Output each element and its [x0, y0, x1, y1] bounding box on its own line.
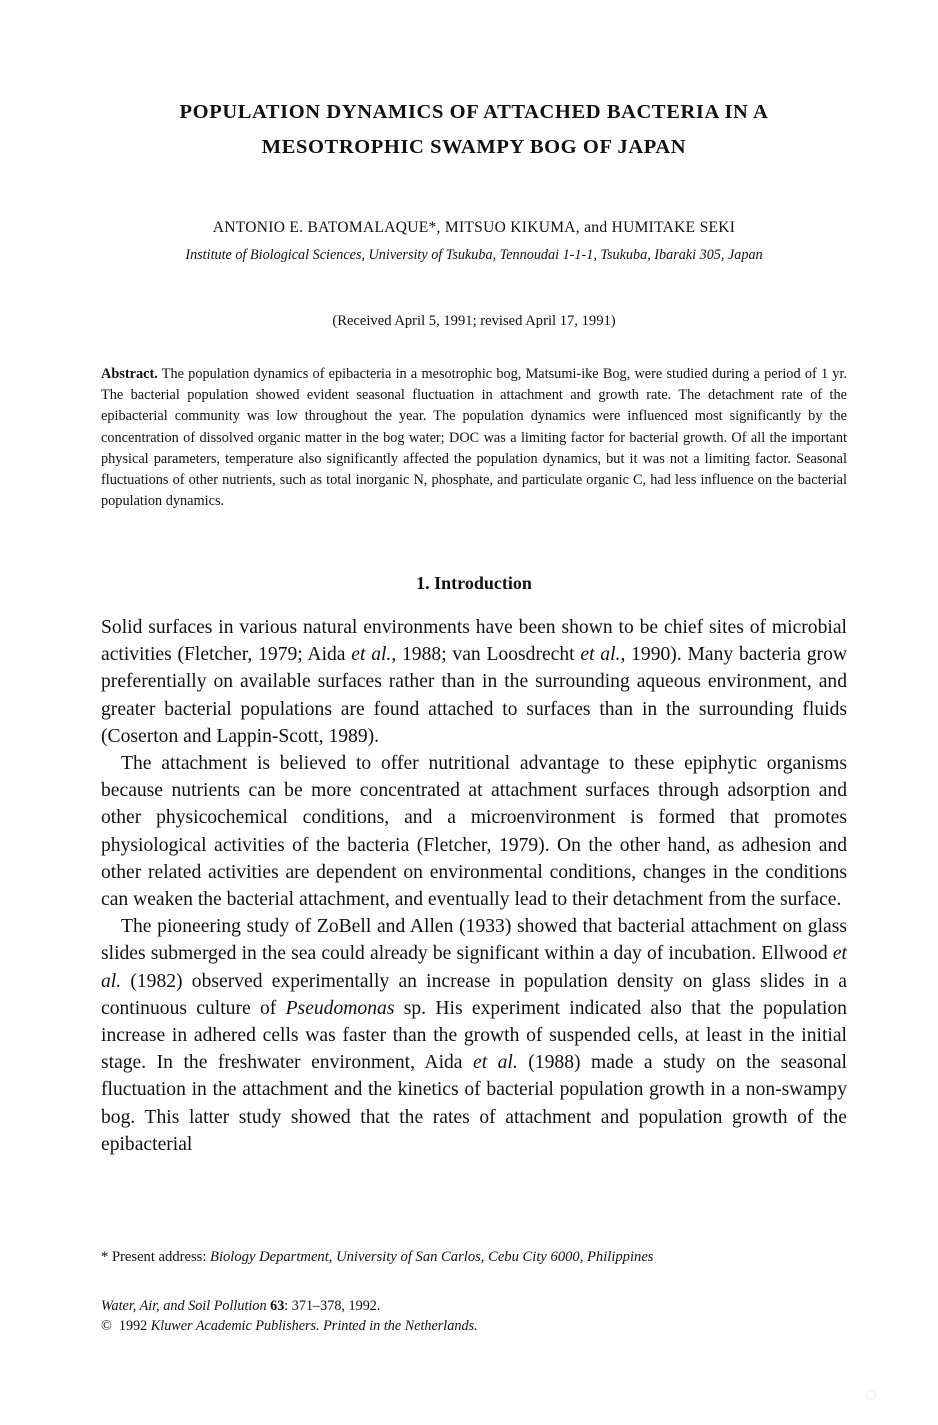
author-list: ANTONIO E. BATOMALAQUE*, MITSUO KIKUMA, and HUMITAKE SEKI [212, 219, 736, 236]
text-run: (1988) made a study on the seasonal fluctuation in the attachment and the kinetics of bacterial population growth in a non-swampy bog. This latter study showed that the rates of attachment and population growth of the epibacterial [101, 1052, 847, 1155]
text-run: (1982) observed experimentally an increase in population density on glass slides in a continuous culture of [101, 970, 847, 1019]
footnote-label: Present address: [108, 1249, 211, 1265]
citation-et-al: et al. [580, 644, 621, 666]
journal-volume: 63 [270, 1298, 285, 1314]
copyright-icon: © [101, 1318, 112, 1334]
species-name: Pseudomonas [285, 997, 395, 1019]
title-line-2: MESOTROPHIC SWAMPY BOG OF JAPAN [261, 136, 687, 158]
publisher: Kluwer Academic Publishers. Printed in the Netherlands. [150, 1318, 478, 1334]
abstract-text: The population dynamics of epibacteria in a mesotrophic bog, Matsumi-ike Bog, were studied during a period of 1 yr. The bacterial population showed evident seasonal fluctuation in attachment and growth rate. The detachment rate of the epibacterial community was low throughout the year. The population dynamics were influenced most significantly by the concentration of dissolved organic matter in the bog water; DOC was a limiting factor for bacterial growth. Of all the important physical parameters, temperature also significantly affected the population dynamics, but it was not a limiting factor. Seasonal fluctuations of other nutrients, such as total inorganic N, phosphate, and particulate organic C, had less influence on the bacterial population dynamics. [101, 366, 847, 510]
text-run: , 1988; van Loosdrecht [391, 644, 581, 666]
text-run: The pioneering study of ZoBell and Allen (1933) showed that bacterial attachment on glass slides submerged in the sea could already be significant within a day of incubation. Ellwood [101, 916, 847, 965]
copyright-year: 1992 [111, 1318, 151, 1334]
text-run: Solid surfaces in various natural environments have been shown to be chief sites of microbial activities (Fletcher, 1979; Aida [101, 617, 847, 666]
copyright-line [101, 1316, 847, 1336]
received-dates: (Received April 5, 1991; revised April 17, 1991) [332, 313, 616, 329]
footnote [101, 1247, 847, 1267]
title-line-1: POPULATION DYNAMICS OF ATTACHED BACTERIA IN A [179, 101, 769, 123]
citation-et-al: et al. [473, 1052, 518, 1074]
journal-citation [101, 1296, 847, 1316]
paragraph-3 [101, 913, 847, 1158]
footnote-marker: * [101, 1249, 109, 1265]
journal-pages: : 371–378, 1992. [284, 1298, 381, 1314]
affiliation: Institute of Biological Sciences, University of Tsukuba, Tennoudai 1-1-1, Tsukuba, Ibaraki 305, Japan [185, 247, 763, 263]
introduction-body [101, 614, 847, 1158]
footnote-address: Biology Department, University of San Carlos, Cebu City 6000, Philippines [210, 1249, 654, 1265]
paper-title [101, 95, 847, 165]
abstract [101, 364, 847, 512]
journal-info [101, 1296, 847, 1336]
abstract-label: Abstract. [101, 366, 158, 382]
citation-et-al: et al. [101, 943, 847, 992]
section-heading-introduction: 1. Introduction [416, 573, 532, 593]
text-run: , 1990). Many bacteria grow preferentially on available surfaces rather than in the surrounding aqueous environment, and greater bacterial populations are found attached to surfaces than in the surrounding fluids (Coserton and Lappin-Scott, 1989). [101, 644, 848, 747]
journal-name: Water, Air, and Soil Pollution [101, 1298, 267, 1314]
scan-artifact-mark [866, 1390, 876, 1400]
citation-et-al: et al. [351, 644, 392, 666]
paragraph-2: The attachment is believed to offer nutritional advantage to these epiphytic organisms because nutrients can be more concentrated at attachment surfaces through adsorption and other physicochemical conditions, and a microenvironment is formed that promotes physiological activities of the bacteria (Fletcher, 1979). On the other hand, as adhesion and other related activities are dependent on environmental conditions, changes in the conditions can weaken the bacterial attachment, and eventually lead to their detachment from the surface. [101, 753, 847, 911]
text-run: sp. His experiment indicated also that the population increase in adhered cells was faster than the growth of suspended cells, at least in the initial stage. In the freshwater environment, Aida [101, 997, 847, 1074]
paragraph-1 [101, 614, 847, 750]
